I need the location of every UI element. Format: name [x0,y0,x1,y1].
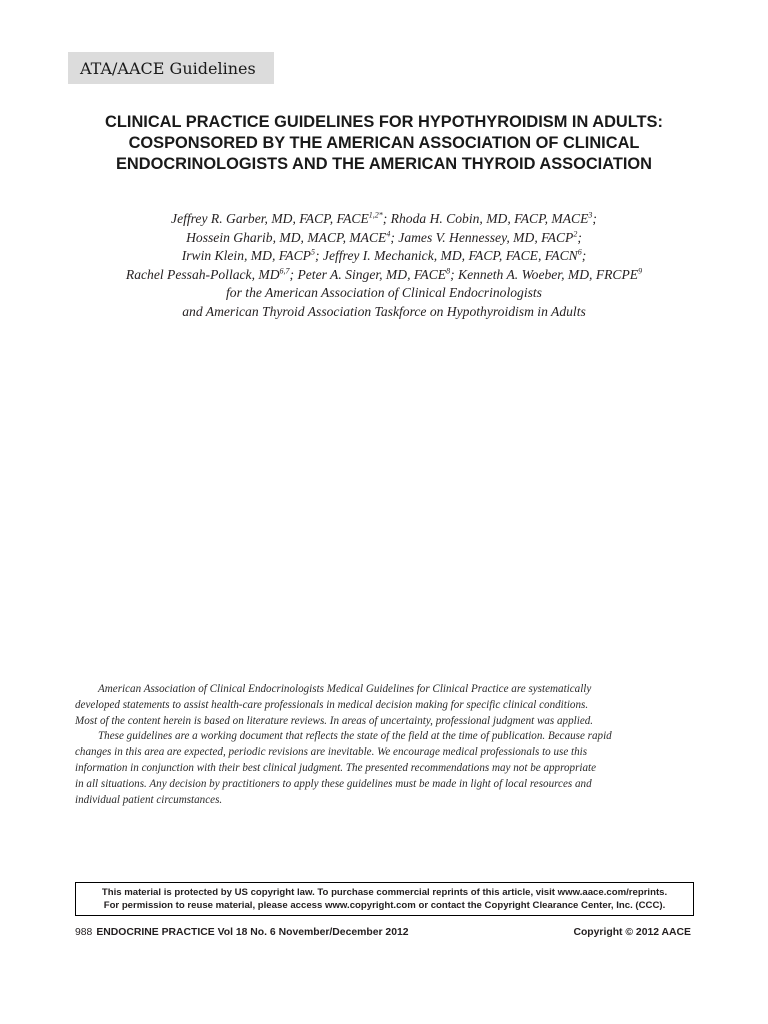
separator: ; [592,211,597,226]
author-name: Rachel Pessah-Pollack, MD [125,266,280,282]
copyright-notice-box [75,882,694,916]
disclaimer-line: developed statements to assist health-care professionals in medical decision making for specific clinical conditions. [75,698,589,711]
author-name: ; Rhoda H. Cobin, MD, FACP, MACE [382,211,589,226]
organization-line: for the American Association of Clinical Endocrinologists [226,285,542,301]
author-line [40,266,728,285]
disclaimer-line: information in conjunction with their best clinical judgment. The presented recommendations may not be appropriate [75,761,597,774]
page-footer [75,927,691,938]
disclaimer-line: in all situations. Any decision by practitioners to apply these guidelines must be made in light of local resources and [75,777,592,790]
author-name: Jeffrey R. Garber, MD, FACP, FACE [171,211,369,226]
copyright-notice-line: For permission to reuse material, please access www.copyright.com or contact the Copyright Clearance Center, Inc. (CCC). [103,900,666,911]
author-line [40,229,728,248]
author-name: ; Peter A. Singer, MD, FACE [289,266,447,282]
author-list [40,210,728,322]
author-name: ; James V. Hennessey, MD, FACP [390,229,574,245]
affiliation-mark: 8 [446,266,451,276]
author-line [40,247,728,266]
affiliation-mark: 5 [310,247,315,257]
title-line: ENDOCRINOLOGISTS AND THE AMERICAN THYROID ASSOCIATION [115,155,653,173]
article-title [40,112,728,175]
disclaimer-line: changes in this area are expected, periodic revisions are inevitable. We encourage medical professionals to use this [75,746,588,759]
guideline-disclaimer [75,682,695,808]
title-line: COSPONSORED BY THE AMERICAN ASSOCIATION OF CLINICAL [128,134,640,152]
disclaimer-line: These guidelines are a working document that reflects the state of the field at the time of publication. Because rapid [98,730,612,743]
affiliation-mark: 9 [638,266,643,276]
affiliation-mark: 2 [573,229,578,239]
footer-copyright: Copyright © 2012 AACE [573,927,691,938]
disclaimer-line: American Association of Clinical Endocrinologists Medical Guidelines for Clinical Practice are systematically [98,683,592,695]
organization-line: and American Thyroid Association Taskforce on Hypothyroidism in Adults [182,303,586,319]
section-tag: ATA/AACE Guidelines [68,52,274,84]
separator: ; [577,229,582,245]
author-name: ; Kenneth A. Woeber, MD, FRCPE [450,266,639,282]
title-line: CLINICAL PRACTICE GUIDELINES FOR HYPOTHYROIDISM IN ADULTS: [105,113,663,131]
disclaimer-line: individual patient circumstances. [75,793,223,806]
copyright-notice-line: This material is protected by US copyright law. To purchase commercial reprints of this article, visit www.aace.com/reprints. [101,887,668,898]
affiliation-mark: 4 [386,229,391,239]
affiliation-mark: 1,2* [368,210,383,220]
author-name: ; Jeffrey I. Mechanick, MD, FACP, FACE, FACN [314,248,578,264]
journal-citation: ENDOCRINE PRACTICE Vol 18 No. 6 November/December 2012 [96,927,409,938]
author-line [40,210,728,229]
author-name: Hossein Gharib, MD, MACP, MACE [186,229,387,245]
affiliation-mark: 3 [588,210,593,220]
affiliation-mark: 6,7 [279,266,290,276]
disclaimer-line: Most of the content herein is based on literature reviews. In areas of uncertainty, professional judgment was applied. [75,714,594,727]
separator: ; [581,248,587,264]
author-name: Irwin Klein, MD, FACP [181,248,311,264]
affiliation-mark: 6 [577,247,582,257]
footer-left [75,927,409,938]
page-number: 988 [75,927,93,938]
